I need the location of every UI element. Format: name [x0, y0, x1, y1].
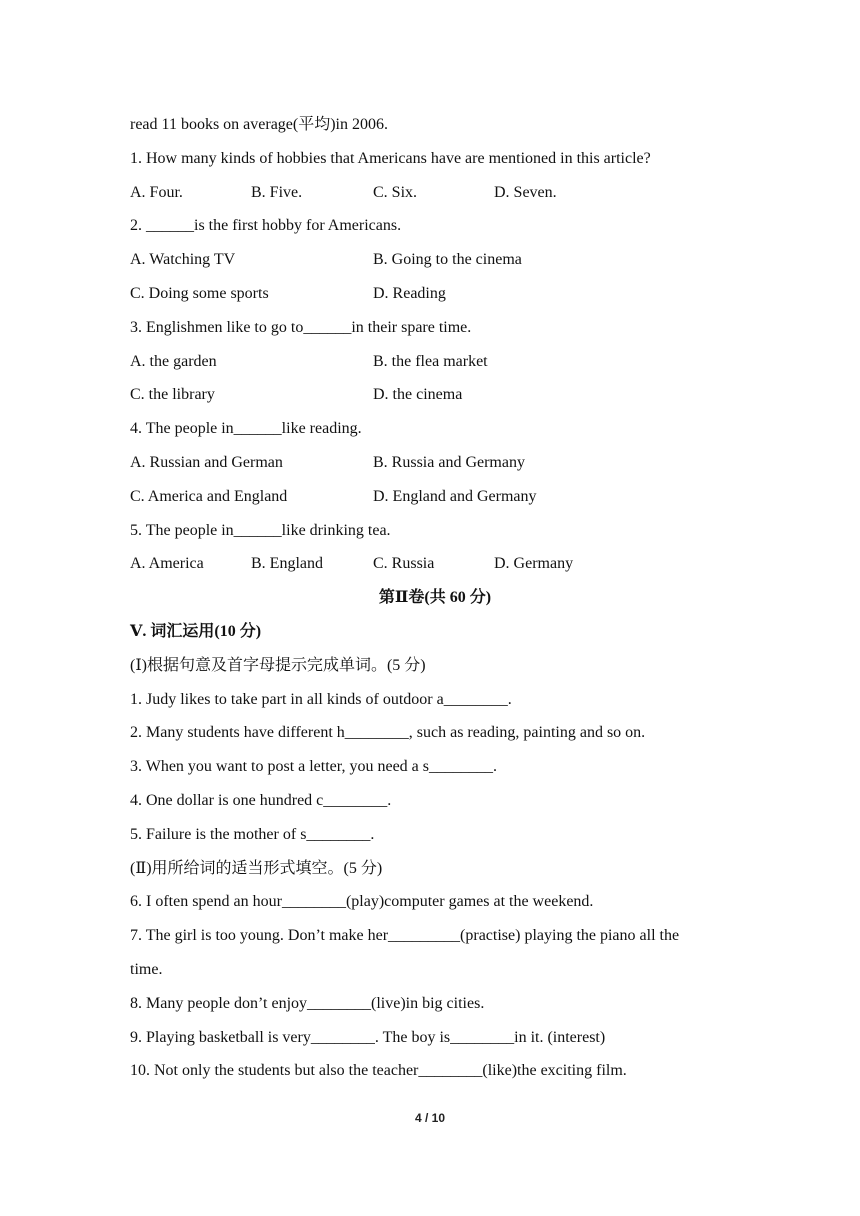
- option-a: A. Russian and German: [130, 453, 283, 471]
- vocab-item-10: 10. Not only the students but also the teacher________(like)the exciting film.: [130, 1062, 627, 1080]
- option-b: B. England: [251, 555, 323, 573]
- option-b: B. Russia and Germany: [373, 453, 525, 471]
- question-5: 5. The people in______like drinking tea.: [130, 521, 391, 539]
- option-a: A. the garden: [130, 352, 217, 370]
- option-c: C. the library: [130, 386, 215, 404]
- question-3: 3. Englishmen like to go to______in their spare time.: [130, 318, 472, 336]
- option-d: D. the cinema: [373, 386, 463, 404]
- vocab-item-1: 1. Judy likes to take part in all kinds of outdoor a________.: [130, 690, 512, 708]
- question-3-options-row2: [130, 378, 740, 412]
- question-1: 1. How many kinds of hobbies that Americans have are mentioned in this article?: [130, 149, 651, 167]
- option-b: B. Five.: [251, 183, 303, 201]
- passage-continuation: read 11 books on average(平均)in 2006.: [130, 116, 389, 133]
- subsection-1-instruction: (Ⅰ)根据句意及首字母提示完成单词。(5 分): [130, 656, 426, 674]
- option-d: D. Seven.: [494, 183, 557, 201]
- vocab-item-8: 8. Many people don’t enjoy________(live)in big cities.: [130, 994, 485, 1012]
- question-2: 2. ______is the first hobby for Americans.: [130, 217, 402, 235]
- vocab-item-6: 6. I often spend an hour________(play)computer games at the weekend.: [130, 893, 594, 911]
- vocab-item-9: 9. Playing basketball is very________. The boy is________in it. (interest): [130, 1028, 606, 1046]
- vocab-item-7-line2: time.: [130, 960, 163, 978]
- page-number: 4 / 10: [414, 1111, 446, 1125]
- question-4-options-row1: [130, 446, 740, 480]
- option-d: D. Reading: [373, 284, 446, 302]
- option-b: B. Going to the cinema: [373, 251, 522, 269]
- question-1-options: [130, 176, 740, 210]
- option-c: C. America and England: [130, 487, 288, 505]
- subsection-2-instruction: (Ⅱ)用所给词的适当形式填空。(5 分): [130, 859, 383, 877]
- option-a: A. America: [130, 555, 204, 573]
- option-c: C. Six.: [373, 183, 418, 201]
- option-c: C. Doing some sports: [130, 284, 269, 302]
- part-heading: Ⅴ. 词汇运用(10 分): [130, 622, 262, 640]
- vocab-item-4: 4. One dollar is one hundred c________.: [130, 791, 392, 809]
- question-5-options: [130, 547, 740, 581]
- question-4: 4. The people in______like reading.: [130, 420, 362, 438]
- option-c: C. Russia: [373, 555, 435, 573]
- option-b: B. the flea market: [373, 352, 488, 370]
- question-2-options-row2: [130, 277, 740, 311]
- option-a: A. Four.: [130, 183, 183, 201]
- section-heading: 第Ⅱ卷(共 60 分): [378, 589, 492, 607]
- question-4-options-row2: [130, 480, 740, 514]
- vocab-item-5: 5. Failure is the mother of s________.: [130, 825, 375, 843]
- vocab-item-3: 3. When you want to post a letter, you need a s________.: [130, 758, 497, 776]
- option-a: A. Watching TV: [130, 251, 236, 269]
- document-body: [130, 108, 740, 1088]
- option-d: D. Germany: [494, 555, 574, 573]
- question-3-options-row1: [130, 345, 740, 379]
- option-d: D. England and Germany: [373, 487, 537, 505]
- vocab-item-7-line1: 7. The girl is too young. Don’t make her_________(practise) playing the piano all the: [130, 927, 680, 945]
- vocab-item-2: 2. Many students have different h________, such as reading, painting and so on.: [130, 724, 646, 742]
- question-2-options-row1: [130, 243, 740, 277]
